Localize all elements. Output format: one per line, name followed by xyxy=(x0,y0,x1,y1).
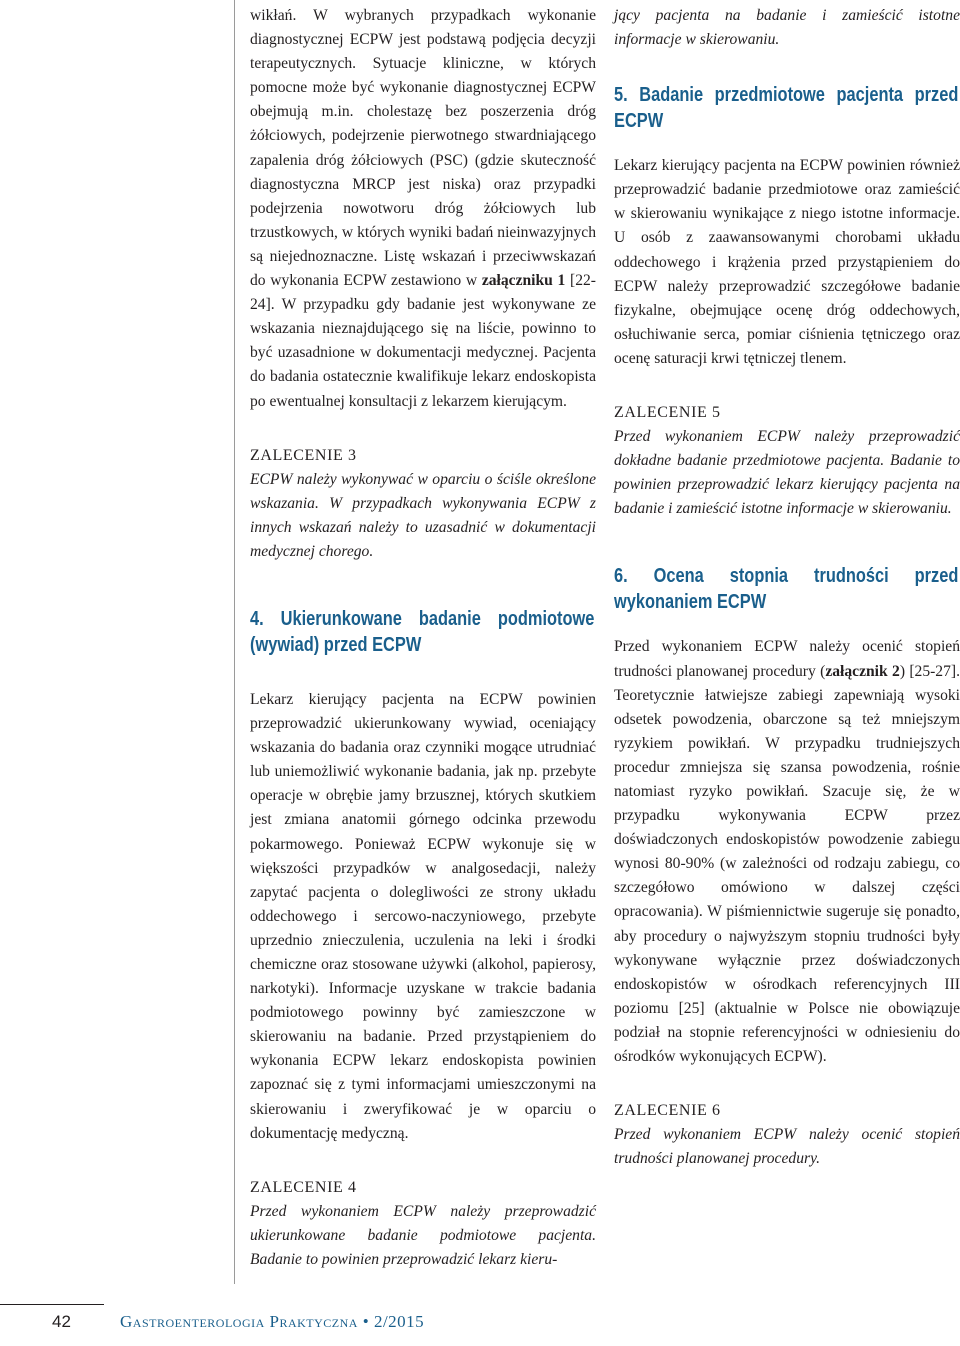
recommendation-3-title: ZALECENIE 3 xyxy=(250,446,357,464)
section-6-title: 6. Ocena stopnia trudności przed wykonaniem ECPW xyxy=(614,565,959,614)
issue-number: 2/2015 xyxy=(373,1312,425,1331)
footer-rule xyxy=(0,1304,104,1305)
recommendation-4-text: Przed wykonaniem ECPW należy przeprowadzić ukierunkowane badanie podmiotowe pacjenta. Badanie to powinien przeprowadzić lekarz kieru- xyxy=(250,1202,596,1268)
journal-footer xyxy=(120,1312,424,1332)
intro-text: wikłań. W wybranych przypadkach wykonanie diagnostycznej ECPW jest podstawą podjęcia decyzji terapeutycznych. Sytuacje kliniczne, w których pomocne może być wykonanie diagnostycznej ECPW obejmują m.in. cholestazę bez poszerzenia dróg żółciowych, podejrzenie pierwotnego stwardniającego zapalenia dróg żółciowych (PSC) (gdzie skuteczność diagnostyczna MRCP jest niska) oraz przypadki podejrzenia nowotworu dróg żółciowych lub trzustkowych, w których wyniki badań nieinwazyjnych są niejednoznaczne. Listę wskazań i przeciwwskazań do wykonania ECPW zestawiono w xyxy=(250,7,596,290)
attachment-2-ref: załącznik 2 xyxy=(825,662,900,680)
recommendation-6-text: Przed wykonaniem ECPW należy ocenić stopień trudności planowanej procedury. xyxy=(614,1126,960,1168)
recommendation-5-text: Przed wykonaniem ECPW należy przeprowadzić dokładne badanie przedmiotowe pacjenta. Badanie to powinien przeprowadzić lekarz kierujący pacjenta na badanie i zamieścić istotne informacje w skierowaniu. xyxy=(614,428,960,518)
section-6-body xyxy=(614,635,960,1069)
bullet-separator: • xyxy=(362,1312,370,1331)
column-divider xyxy=(234,0,235,1284)
recommendation-3-text: ECPW należy wykonywać w oparciu o ściśle określone wskazania. W przypadkach wykonywania ECPW z innych wskazań należy to uzasadnić w dokumentacji medycznej chorego. xyxy=(250,470,596,560)
section-6-text-b: ) [25-27]. Teoretycznie łatwiejsze zabiegi zapewniają wysoki odsetek powodzenia, obarczone są też mniejszym ryzykiem powikłań. W przypadku trudniejszych procedur zmniejsza się szansa powodzenia, rośnie natomiast ryzyko powikłań. Szacuje się, że w przypadku wykonywania ECPW przez doświadczonych endoskopistów powodzenie zabiegu wynosi 80-90% (w zależności od rodzaju zabiegu, co szczegółowo omówiono w dalszej części opracowania). W piśmiennictwie sugeruje się ponadto, aby procedury o najwyższym stopniu trudności były wykonywane wyłącznie przez doświadczonych endoskopistów w ośrodkach referencyjnych III poziomu [25] (aktualnie w Polsce nie obowiązuje podział na stopnie referencyjności w odniesieniu do ośrodków wykonujących ECPW). xyxy=(614,662,960,1065)
journal-name: Gastroenterologia Praktyczna xyxy=(120,1312,358,1331)
section-5-body: Lekarz kierujący pacjenta na ECPW powinien również przeprowadzić badanie przedmiotowe oraz zamieścić w skierowaniu wynikające z niego istotne informacje. U osób z zaawansowanymi chorobami układu oddechowego i krążenia przed przystąpieniem do ECPW należy przeprowadzić szczegółowe badanie fizykalne, obejmujące ocenę dróg oddechowych, osłuchiwanie serca, pomiar ciśnienia tętniczego oraz ocenę saturacji krwi tętniczej tlenem. xyxy=(614,157,960,367)
recommendation-6-title: ZALECENIE 6 xyxy=(614,1102,721,1120)
recommendation-4-title: ZALECENIE 4 xyxy=(250,1178,357,1196)
recommendation-4-continued: jący pacjenta na badanie i zamieścić istotne informacje w skierowaniu. xyxy=(614,7,960,49)
right-column xyxy=(614,4,960,1171)
section-5-title: 5. Badanie przedmiotowe pacjenta przed ECPW xyxy=(614,84,959,133)
section-4-body: Lekarz kierujący pacjenta na ECPW powinien przeprowadzić ukierunkowany wywiad, oceniający wskazania do badania oraz czynniki mogące utrudniać lub uniemożliwić wykonanie badania, jak np. przebyte operacje w obrębie jamy brzusznej, których skutkiem jest zmiana anatomii górnego odcinka przewodu pokarmowego. Ponieważ ECPW wykonuje się w większości przypadków w analgosedacji, należy zapytać pacjenta o dolegliwości ze strony układu oddechowego i sercowo-naczyniowego, przebyte uprzednio znieczulenia, uczulenia na leki i środki chemiczne oraz stosowane używki (alkohol, papierosy, narkotyki). Informacje uzyskane w trakcie badania podmiotowego powinny być zamieszczone w skierowaniu na badanie. Przed przystąpieniem do wykonania ECPW lekarz endoskopista powinien zapoznać się z tymi informacjami umieszczonymi na skierowaniu i zweryfikować je w oparciu o dokumentację medyczną. xyxy=(250,690,596,1142)
section-4-title: 4. Ukierunkowane badanie podmiotowe (wywiad) przed ECPW xyxy=(250,607,595,656)
intro-text-rest: [22-24]. W przypadku gdy badanie jest wykonywane ze wskazania nieznajdującego się na liście, powinno to być uzasadnione w dokumentacji medycznej. Pacjenta do badania ostatecznie kwalifikuje lekarz endoskopista po ewentualnej konsultacji z lekarzem kierującym. xyxy=(250,272,596,410)
section-6-text-a: Przed wykonaniem ECPW należy ocenić stopień trudności planowanej procedury ( xyxy=(614,638,960,680)
left-column xyxy=(250,4,596,1272)
recommendation-5-title: ZALECENIE 5 xyxy=(614,404,721,422)
intro-paragraph xyxy=(250,4,596,414)
page-number: 42 xyxy=(52,1312,71,1331)
attachment-1-ref: załączniku 1 xyxy=(481,272,566,290)
